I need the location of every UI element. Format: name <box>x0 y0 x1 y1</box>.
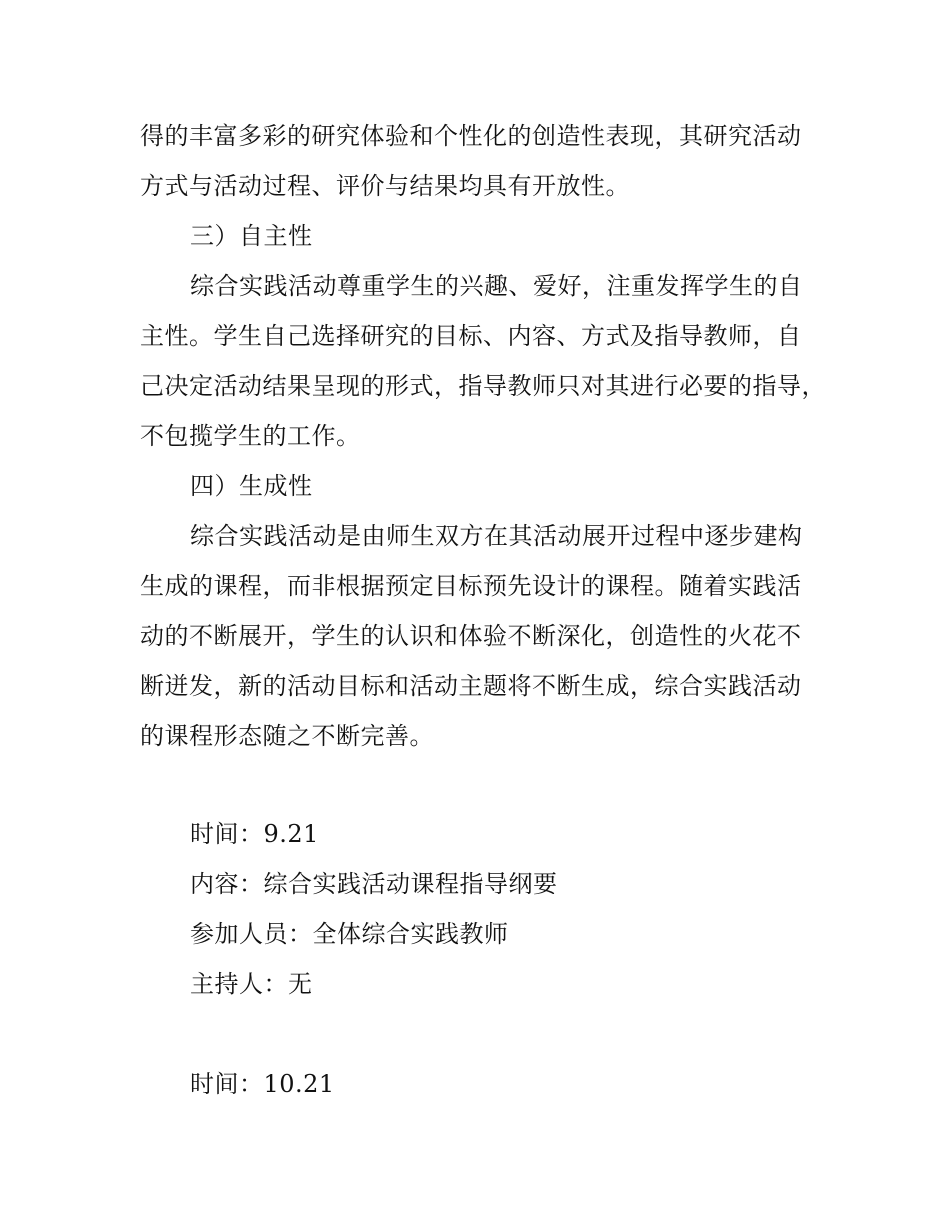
body-text-line: 方式与活动过程、评价与结果均具有开放性。 <box>140 172 630 200</box>
body-text-line: 综合实践活动是由师生双方在其活动展开过程中逐步建构 <box>190 522 803 550</box>
body-text-line: 主性。学生自己选择研究的目标、内容、方式及指导教师，自 <box>140 322 802 350</box>
section-heading-generative: 四）生成性 <box>190 472 313 500</box>
body-text-line: 断迸发，新的活动目标和活动主题将不断生成，综合实践活动 <box>140 672 802 700</box>
section-heading-autonomy: 三）自主性 <box>190 222 313 250</box>
body-text-line: 动的不断展开，学生的认识和体验不断深化，创造性的火花不 <box>140 622 802 650</box>
body-text-line: 的课程形态随之不断完善。 <box>140 722 434 750</box>
record-host: 主持人：无 <box>190 970 313 998</box>
record-time: 时间：10.21 <box>190 1070 335 1098</box>
record-participants: 参加人员：全体综合实践教师 <box>190 920 509 948</box>
record-content: 内容：综合实践活动课程指导纲要 <box>190 870 558 898</box>
body-text-line: 生成的课程，而非根据预定目标预先设计的课程。随着实践活 <box>140 572 802 600</box>
body-text-line: 不包揽学生的工作。 <box>140 422 361 450</box>
body-text-line: 得的丰富多彩的研究体验和个性化的创造性表现，其研究活动 <box>140 122 802 150</box>
record-time: 时间：9.21 <box>190 820 319 848</box>
body-text-line: 己决定活动结果呈现的形式，指导教师只对其进行必要的指导， <box>140 372 826 400</box>
body-text-line: 综合实践活动尊重学生的兴趣、爱好，注重发挥学生的自 <box>190 272 803 300</box>
